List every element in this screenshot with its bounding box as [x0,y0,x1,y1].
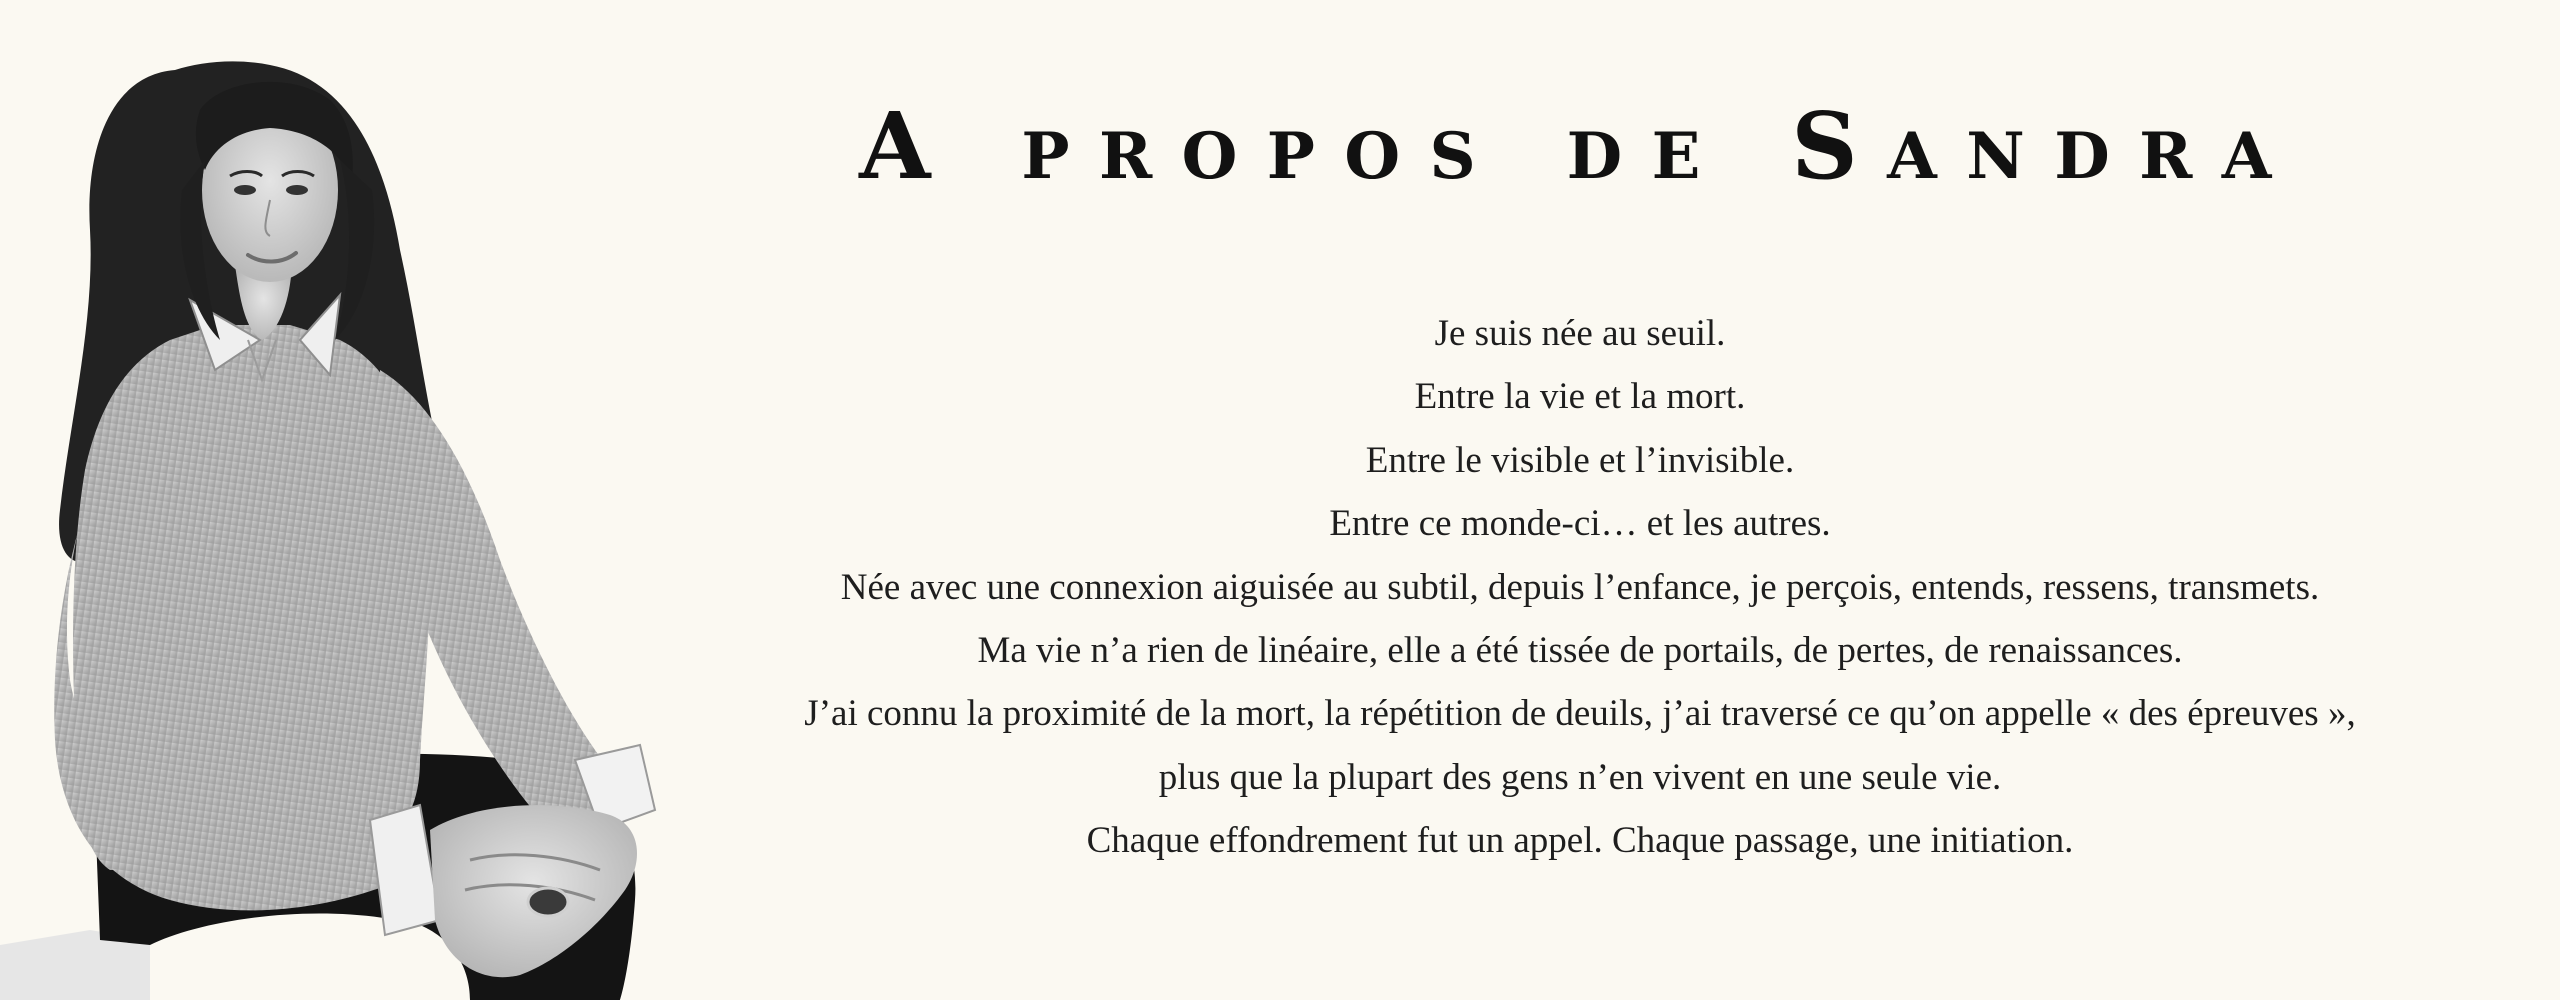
text-line: Entre le visible et l’invisible. [1365,439,1795,481]
portrait-photo [0,40,690,1000]
text-line: Je suis née au seuil. [1434,313,1726,354]
about-content [665,0,2495,1000]
text-line: Chaque effondrement fut un appel. Chaque passage, une initiation. [1086,820,2074,862]
about-text [665,302,2495,873]
text-line: Entre ce monde-ci… et les autres. [1329,503,1831,545]
text-line: Ma vie n’a rien de linéaire, elle a été tissée de portails, de pertes, de renaissances. [977,630,2183,672]
text-line: Entre la vie et la mort. [1414,376,1746,418]
text-line: Née avec une connexion aiguisée au subtil, depuis l’enfance, je perçois, entends, ressens, transmets. [840,566,2320,608]
page-title: A propos de Sandra [859,92,2301,200]
text-line: J’ai connu la proximité de la mort, la répétition de deuils, j’ai traversé ce qu’on appelle « des épreuves », [804,693,2356,735]
text-line: plus que la plupart des gens n’en vivent en une seule vie. [1158,756,2002,798]
